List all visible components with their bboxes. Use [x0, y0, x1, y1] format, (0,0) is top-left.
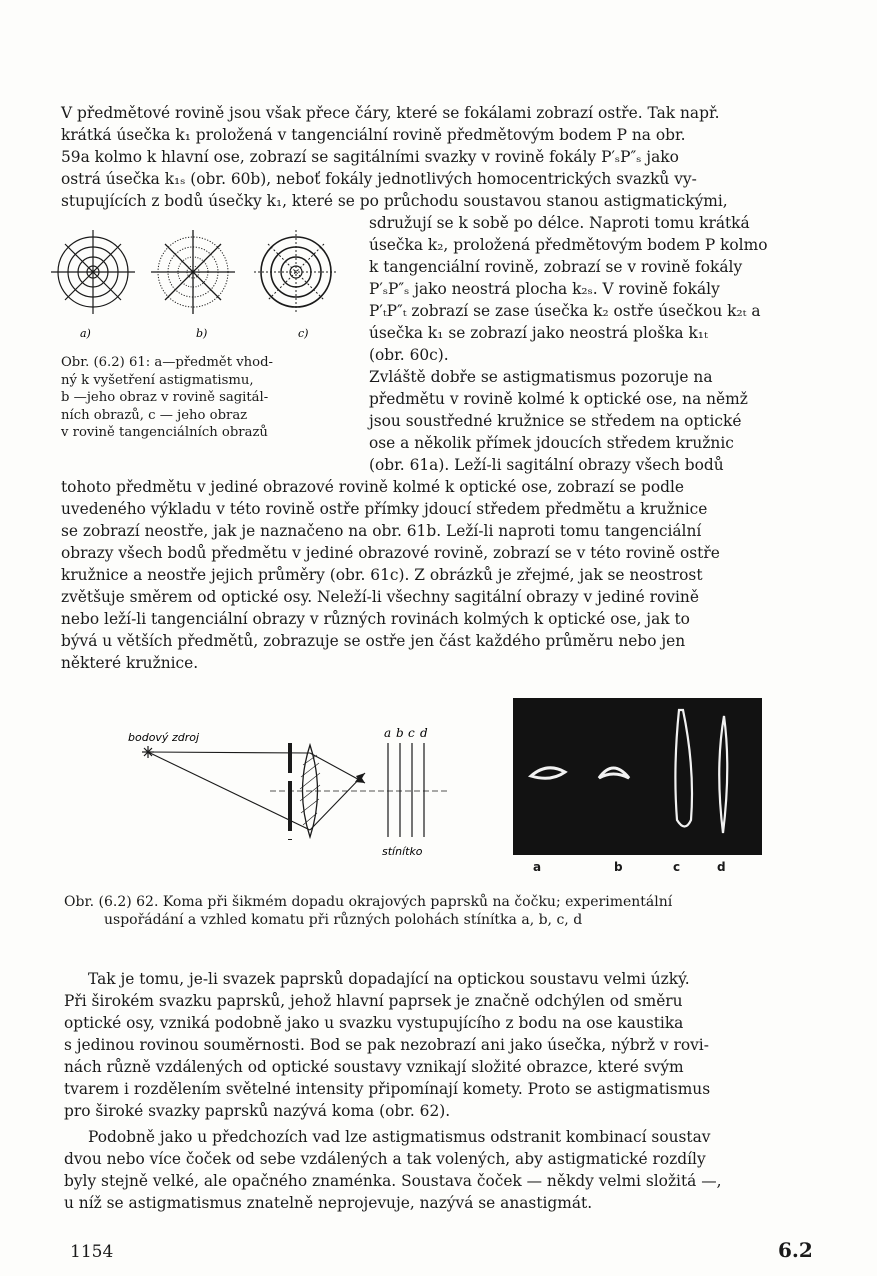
- text-line: (obr. 60c).: [369, 346, 449, 364]
- paragraph-3: [64, 968, 814, 1122]
- caption-line: ních obrazů, c — jeho obraz: [61, 407, 248, 423]
- section-number: 6.2: [778, 1238, 813, 1262]
- caption-line: Obr. (6.2) 61: a—předmět vhod-: [61, 355, 273, 370]
- text-line: Tak je tomu, je-li svazek paprsků dopadající na optickou soustavu velmi úzký.: [88, 970, 690, 988]
- text-line: V předmětové rovině jsou však přece čáry, které se fokálami zobrazí ostře. Tak např.: [61, 104, 720, 122]
- coma-shapes: [513, 698, 762, 855]
- text-line: P′ₛP″ₛ jako neostrá plocha k₂ₛ. V rovině fokály: [369, 280, 720, 298]
- photo-label: c: [673, 860, 681, 874]
- coma-pattern-d: [719, 716, 727, 833]
- text-line: obrazy všech bodů předmětu v jediné obrazové rovině, zobrazí se v této rovině ostře: [61, 544, 720, 562]
- ray: [310, 753, 365, 783]
- target-c: [254, 230, 338, 314]
- screen-letter: b: [396, 726, 404, 740]
- text-line: ose a několik přímek jdoucích středem kružnic: [369, 434, 734, 452]
- source-label: bodový zdroj: [128, 731, 200, 744]
- target-b: [151, 230, 235, 314]
- paragraph-4: [64, 1126, 814, 1214]
- text-line: k tangenciální rovině, zobrazí se v rovině fokály: [369, 258, 743, 276]
- text-line: úsečka k₁ se zobrazí jako neostrá ploška k₁ₜ: [369, 324, 708, 342]
- label-b: b): [196, 327, 208, 340]
- photo-label: a: [533, 860, 542, 874]
- text-line: u níž se astigmatismus znatelně neprojevuje, nazývá se anastigmát.: [64, 1194, 593, 1212]
- text-line: 59a kolmo k hlavní ose, zobrazí se sagitálními svazky v rovině fokály P′ₛP″ₛ jako: [61, 148, 679, 166]
- caption-line: Obr. (6.2) 62. Koma při šikmém dopadu okrajových paprsků na čočku; experimentální: [64, 894, 673, 910]
- photo-label: d: [717, 860, 726, 874]
- caption-line: v rovině tangenciálních obrazů: [61, 425, 268, 440]
- text-line: uvedeného výkladu v této rovině ostře přímky jdoucí středem předmětu a kružnice: [61, 500, 708, 518]
- text-line: byly stejně velké, ale opačného znaménka. Soustava čoček — někdy velmi složitá —,: [64, 1172, 722, 1190]
- screen-letter: a: [384, 726, 392, 740]
- screen-letter: c: [408, 726, 415, 740]
- text-line: Podobně jako u předchozích vad lze astigmatismus odstranit kombinací soustav: [88, 1128, 711, 1146]
- target-a: [51, 230, 135, 314]
- figure-62-diagram: [120, 715, 460, 865]
- text-line: se zobrazí neostře, jak je naznačeno na obr. 61b. Leží-li naproti tomu tangenciální: [61, 522, 702, 540]
- paragraph-2: [61, 476, 809, 674]
- text-line: úsečka k₂, proložená předmětovým bodem P kolmo: [369, 236, 768, 254]
- screen-label: stínítko: [382, 845, 423, 858]
- figure-61-diagram: [48, 222, 338, 342]
- text-line: tvarem i rozdělením světelné intensity připomínají komety. Proto se astigmatismus: [64, 1080, 711, 1098]
- photo-label: b: [614, 860, 623, 874]
- text-line: kružnice a neostře jejich průměry (obr. 61c). Z obrázků je zřejmé, jak se neostrost: [61, 566, 703, 584]
- caption-line: b —jeho obraz v rovině sagitál-: [61, 390, 269, 405]
- text-line: jsou soustředné kružnice se středem na optické: [369, 412, 742, 430]
- text-line: nebo leží-li tangenciální obrazy v různých rovinách kolmých k optické ose, jak to: [61, 610, 690, 628]
- text-line: sdružují se k sobě po délce. Naproti tomu krátká: [369, 214, 750, 232]
- caption-line: uspořádání a vzhled komatu při různých polohách stínítka a, b, c, d: [104, 912, 583, 928]
- text-line: s jedinou rovinou souměrnosti. Bod se pak nezobrazí ani jako úsečka, nýbrž v rovi-: [64, 1036, 709, 1054]
- text-line: dvou nebo více čoček od sebe vzdálených a tak volených, aby astigmatické rozdíly: [64, 1150, 706, 1168]
- coma-pattern-a: [531, 768, 565, 778]
- text-line: bývá u větších předmětů, zobrazuje se ostře jen část každého průměru nebo jen: [61, 632, 686, 650]
- ray: [148, 752, 310, 830]
- label-c: c): [298, 327, 309, 340]
- text-line: tohoto předmětu v jediné obrazové rovině kolmé k optické ose, zobrazí se podle: [61, 478, 684, 496]
- screen-letter: d: [420, 726, 428, 740]
- figure-62-caption: [64, 893, 824, 929]
- paragraph-2-right: [369, 366, 809, 476]
- photo-labels: [513, 860, 762, 880]
- text-line: nách různě vzdálených od optické soustavy vznikají složité obrazce, které svým: [64, 1058, 684, 1076]
- paragraph-1: [61, 102, 809, 212]
- paragraph-1-continuation: [369, 212, 809, 366]
- coma-photograph: [513, 698, 762, 855]
- text-line: P′ₜP″ₜ zobrazí se zase úsečka k₂ ostře úsečkou k₂ₜ a: [369, 302, 761, 320]
- text-line: optické osy, vzniká podobně jako u svazku vystupujícího z bodu na ose kaustika: [64, 1014, 684, 1032]
- text-line: stupujících z bodů úsečky k₁, které se po průchodu soustavou stanou astigmatickými,: [61, 192, 728, 210]
- text-line: Zvláště dobře se astigmatismus pozoruje na: [369, 368, 713, 386]
- screens: [388, 743, 424, 837]
- text-line: některé kružnice.: [61, 654, 199, 672]
- text-line: zvětšuje směrem od optické osy. Neleží-li všechny sagitální obrazy v jediné rovině: [61, 588, 699, 606]
- figure-61-caption: [61, 354, 346, 442]
- label-a: a): [80, 327, 91, 340]
- text-line: pro široké svazky paprsků nazývá koma (obr. 62).: [64, 1102, 451, 1120]
- coma-pattern-b: [599, 768, 629, 778]
- text-line: ostrá úsečka k₁ₛ (obr. 60b), neboť fokály jednotlivých homocentrických svazků vy-: [61, 170, 697, 188]
- ray: [148, 752, 310, 753]
- page-number: 1154: [70, 1242, 114, 1262]
- caption-line: ný k vyšetření astigmatismu,: [61, 372, 254, 388]
- text-line: předmětu v rovině kolmé k optické ose, na němž: [369, 390, 748, 408]
- text-line: (obr. 61a). Leží-li sagitální obrazy všech bodů: [369, 456, 724, 474]
- coma-pattern-c: [675, 710, 692, 827]
- text-line: krátká úsečka k₁ proložená v tangenciální rovině předmětovým bodem P na obr.: [61, 126, 686, 144]
- text-line: Při širokém svazku paprsků, jehož hlavní paprsek je značně odchýlen od směru: [64, 992, 683, 1010]
